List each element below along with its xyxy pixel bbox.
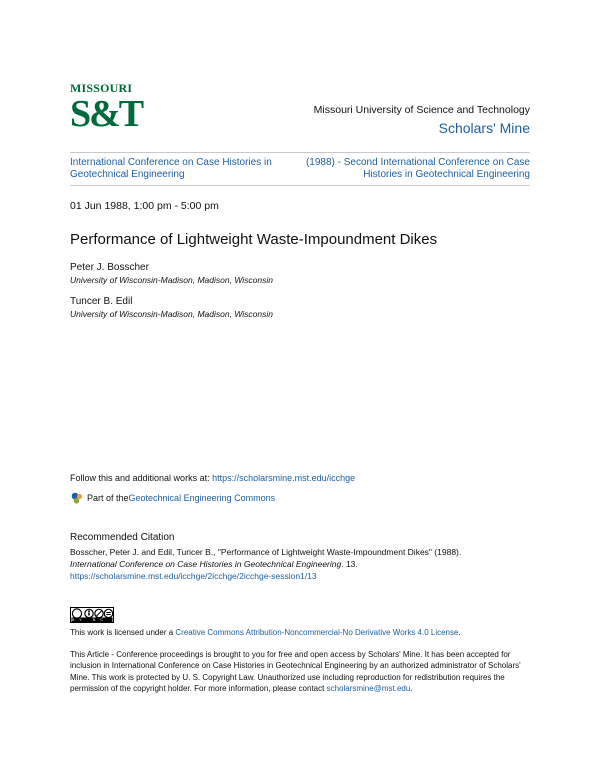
commons-link[interactable]: Geotechnical Engineering Commons <box>128 493 276 503</box>
citation-source: International Conference on Case Histories in Geotechnical Engineering <box>70 559 342 569</box>
license-link[interactable]: Creative Commons Attribution-Noncommercial-No Derivative Works 4.0 License <box>175 628 459 637</box>
license-line <box>70 628 461 637</box>
missouri-st-logo <box>70 81 143 140</box>
collection-link[interactable]: https://scholarsmine.mst.edu/icchge <box>212 473 356 483</box>
cc-license-badge[interactable] <box>70 607 130 623</box>
author-affiliation: University of Wisconsin-Madison, Madison, Wisconsin <box>70 309 273 319</box>
follow-prefix: Follow this and additional works at: <box>70 473 213 483</box>
conference-edition-link[interactable]: (1988) - Second International Conference on Case Histories in Geotechnical Engineering <box>305 157 530 180</box>
conference-series-link[interactable]: International Conference on Case Histories in Geotechnical Engineering <box>70 157 272 180</box>
citation-suffix: . 13. <box>341 559 358 569</box>
author-name: Peter J. Bosscher <box>70 262 149 273</box>
notice-text: This Article - Conference proceedings is brought to you for free and open access by Scholars' Mine. It has been accepted for inclusion in International Conference on Case Histories in Geotechnical Engineering by an authorized administrator of Scholars' Mine. This work is protected by U. S. Copyright Law. Unauthorized use including reproduction for redistribution requires the permission of the copyright holder. For more information, please contact <box>70 650 521 693</box>
session-date: 01 Jun 1988, 1:00 pm - 5:00 pm <box>70 200 219 212</box>
access-notice <box>70 649 540 694</box>
citation-body <box>70 546 540 582</box>
contact-email[interactable]: scholarsmine@mst.edu <box>326 683 411 693</box>
divider-bottom <box>70 185 530 186</box>
citation-heading: Recommended Citation <box>70 532 175 543</box>
citation-url[interactable]: https://scholarsmine.mst.edu/icchge/2icchge/2icchge-session1/13 <box>70 571 317 581</box>
notice-end: . <box>410 683 413 693</box>
license-suffix: . <box>458 628 461 637</box>
institution-name: Missouri University of Science and Technology <box>313 104 530 116</box>
follow-line <box>70 473 355 483</box>
logo-mark: S&T <box>70 93 143 135</box>
part-of-prefix: Part of the <box>87 493 129 503</box>
logo-word: MISSOURI <box>70 81 133 95</box>
author-affiliation: University of Wisconsin-Madison, Madison, Wisconsin <box>70 275 273 285</box>
cc-badge-label: BY NC ND <box>72 618 130 622</box>
license-prefix: This work is licensed under a <box>70 628 176 637</box>
paper-title: Performance of Lightweight Waste-Impoundment Dikes <box>70 231 438 248</box>
part-of-line <box>70 491 275 505</box>
divider-top <box>70 152 530 153</box>
network-icon <box>70 491 84 505</box>
citation-text: Bosscher, Peter J. and Edil, Tuncer B., "Performance of Lightweight Waste-Impoundment Dikes" (1988). <box>70 547 462 557</box>
author-name: Tuncer B. Edil <box>70 296 133 307</box>
repository-link[interactable]: Scholars' Mine <box>438 120 530 136</box>
